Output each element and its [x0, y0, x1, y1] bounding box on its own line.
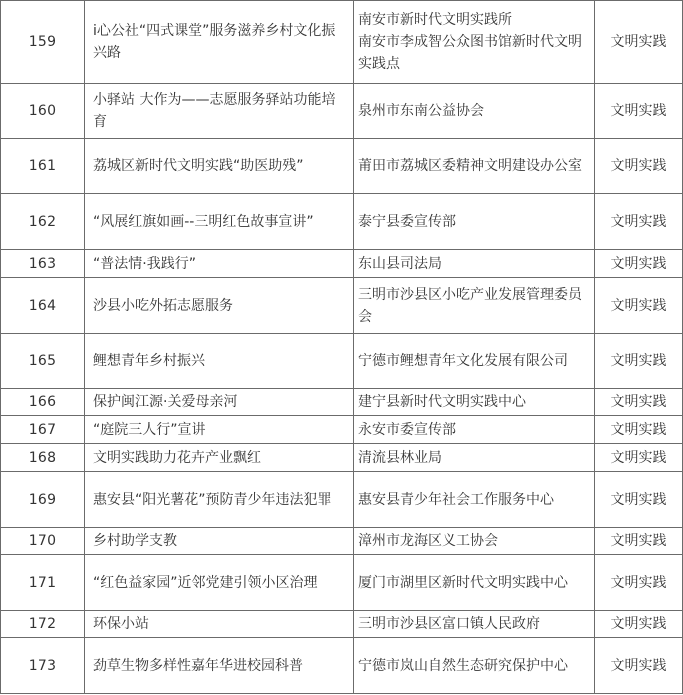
- organization: 三明市沙县区小吃产业发展管理委员会: [354, 278, 595, 334]
- organization: 泉州市东南公益协会: [354, 84, 595, 139]
- row-number: 159: [1, 1, 85, 84]
- project-name: 沙县小吃外拓志愿服务: [85, 278, 354, 334]
- category: 文明实践: [595, 528, 683, 555]
- row-number: 170: [1, 528, 85, 555]
- category: 文明实践: [595, 278, 683, 334]
- row-number: 173: [1, 638, 85, 694]
- row-number: 168: [1, 444, 85, 472]
- category: 文明实践: [595, 84, 683, 139]
- table-row: [1, 416, 683, 444]
- project-name: 劲草生物多样性嘉年华进校园科普: [85, 638, 354, 694]
- project-name: “普法情·我践行”: [85, 250, 354, 278]
- project-name: 乡村助学支教: [85, 528, 354, 555]
- organization: 建宁县新时代文明实践中心: [354, 389, 595, 416]
- category: 文明实践: [595, 139, 683, 194]
- organization: 惠安县青少年社会工作服务中心: [354, 472, 595, 528]
- table-row: [1, 194, 683, 250]
- organization: 永安市委宣传部: [354, 416, 595, 444]
- project-name: “红色益家园”近邻党建引领小区治理: [85, 555, 354, 611]
- category: 文明实践: [595, 334, 683, 389]
- category: 文明实践: [595, 555, 683, 611]
- table-row: [1, 278, 683, 334]
- organization: 清流县林业局: [354, 444, 595, 472]
- project-name: 鲤想青年乡村振兴: [85, 334, 354, 389]
- table-row: [1, 638, 683, 694]
- row-number: 171: [1, 555, 85, 611]
- table-row: [1, 472, 683, 528]
- table-row: [1, 389, 683, 416]
- organization: 宁德市岚山自然生态研究保护中心: [354, 638, 595, 694]
- row-number: 165: [1, 334, 85, 389]
- row-number: 172: [1, 611, 85, 638]
- row-number: 162: [1, 194, 85, 250]
- row-number: 160: [1, 84, 85, 139]
- table-row: [1, 555, 683, 611]
- organization: 东山县司法局: [354, 250, 595, 278]
- organization: 厦门市湖里区新时代文明实践中心: [354, 555, 595, 611]
- row-number: 167: [1, 416, 85, 444]
- category: 文明实践: [595, 250, 683, 278]
- row-number: 164: [1, 278, 85, 334]
- category: 文明实践: [595, 638, 683, 694]
- project-name: 保护闽江源·关爱母亲河: [85, 389, 354, 416]
- project-name: “风展红旗如画--三明红色故事宣讲”: [85, 194, 354, 250]
- row-number: 163: [1, 250, 85, 278]
- category: 文明实践: [595, 1, 683, 84]
- organization: 南安市新时代文明实践所 南安市李成智公众图书馆新时代文明实践点: [354, 1, 595, 84]
- project-name: “庭院三人行”宣讲: [85, 416, 354, 444]
- table-row: [1, 1, 683, 84]
- organization: 莆田市荔城区委精神文明建设办公室: [354, 139, 595, 194]
- project-table-body: [1, 1, 683, 694]
- category: 文明实践: [595, 444, 683, 472]
- row-number: 169: [1, 472, 85, 528]
- organization: 三明市沙县区富口镇人民政府: [354, 611, 595, 638]
- project-name: 环保小站: [85, 611, 354, 638]
- category: 文明实践: [595, 194, 683, 250]
- organization: 漳州市龙海区义工协会: [354, 528, 595, 555]
- table-row: [1, 334, 683, 389]
- table-row: [1, 84, 683, 139]
- category: 文明实践: [595, 416, 683, 444]
- category: 文明实践: [595, 389, 683, 416]
- table-row: [1, 444, 683, 472]
- project-name: i心公社“四式课堂”服务滋养乡村文化振兴路: [85, 1, 354, 84]
- row-number: 166: [1, 389, 85, 416]
- project-name: 文明实践助力花卉产业飘红: [85, 444, 354, 472]
- row-number: 161: [1, 139, 85, 194]
- organization: 泰宁县委宣传部: [354, 194, 595, 250]
- category: 文明实践: [595, 472, 683, 528]
- table-row: [1, 250, 683, 278]
- table-row: [1, 139, 683, 194]
- table-row: [1, 528, 683, 555]
- project-name: 荔城区新时代文明实践“助医助残”: [85, 139, 354, 194]
- project-name: 惠安县“阳光薯花”预防青少年违法犯罪: [85, 472, 354, 528]
- organization: 宁德市鲤想青年文化发展有限公司: [354, 334, 595, 389]
- project-name: 小驿站 大作为——志愿服务驿站功能培育: [85, 84, 354, 139]
- table-row: [1, 611, 683, 638]
- category: 文明实践: [595, 611, 683, 638]
